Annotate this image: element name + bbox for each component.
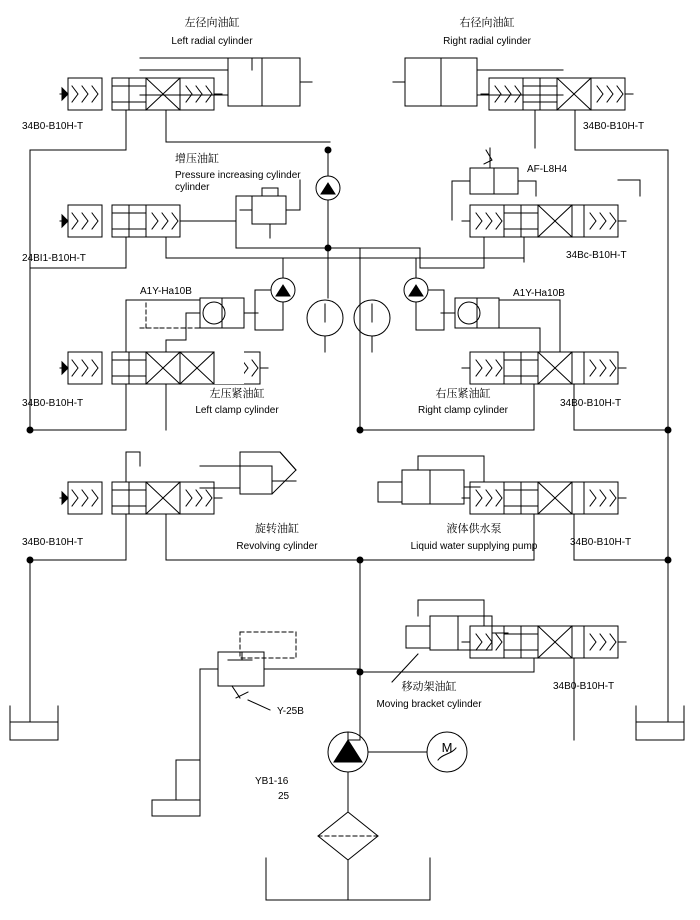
label-right-radial-cylinder-en: Right radial cylinder [443,36,531,47]
label-valve-bottom-right: 34B0-B10H-T [570,537,632,548]
label-pressure-increasing-cylinder-en2: cylinder [175,182,210,193]
label-valve-mid-right: 34B0-B10H-T [560,398,622,409]
label-check-valve-right: A1Y-Ha10B [513,288,565,299]
label-valve-24bi1: 24BI1-B10H-T [22,253,86,264]
label-right-clamp-cylinder-en: Right clamp cylinder [417,405,509,416]
label-check-valve-left: A1Y-Ha10B [140,286,192,297]
label-pressure-increasing-cylinder-cn: 增压油缸 [175,153,219,165]
label-left-clamp-cylinder-en: Left clamp cylinder [195,405,279,416]
label-right-radial-cylinder-cn: 右径向油缸 [459,17,515,29]
label-valve-mid-left: 34B0-B10H-T [22,398,84,409]
label-pressure-switch-y25b: Y-25B [277,706,304,717]
label-pump-size: 25 [278,791,290,802]
label-pressure-increasing-cylinder-en: Pressure increasing cylinder [175,170,301,181]
label-valve-bottom-left: 34B0-B10H-T [22,537,84,548]
label-pump-yb1-16: YB1-16 [255,776,289,787]
label-liquid-pump-en: Liquid water supplying pump [410,541,538,552]
label-valve-moving-bracket: 34B0-B10H-T [553,681,615,692]
label-moving-bracket-cylinder-en: Moving bracket cylinder [376,699,482,710]
label-revolving-cylinder-cn: 旋转油缸 [255,523,299,535]
label-liquid-pump-cn: 液体供水泵 [446,523,502,535]
label-left-clamp-cylinder-cn: 左压紧油缸 [209,388,265,400]
label-left-radial-cylinder-cn: 左径向油缸 [184,17,240,29]
label-right-clamp-cylinder-cn: 右压紧油缸 [435,388,491,400]
label-relief-valve-af-l8h4: AF-L8H4 [527,164,568,175]
label-revolving-cylinder-en: Revolving cylinder [236,541,318,552]
label-moving-bracket-cylinder-cn: 移动架油缸 [401,681,457,693]
label-motor: M [441,740,453,755]
label-valve-top-right: 34B0-B10H-T [583,121,645,132]
label-valve-top-left: 34B0-B10H-T [22,121,84,132]
label-valve-34bc: 34Bc-B10H-T [566,250,627,261]
label-left-radial-cylinder-en: Left radial cylinder [171,36,253,47]
